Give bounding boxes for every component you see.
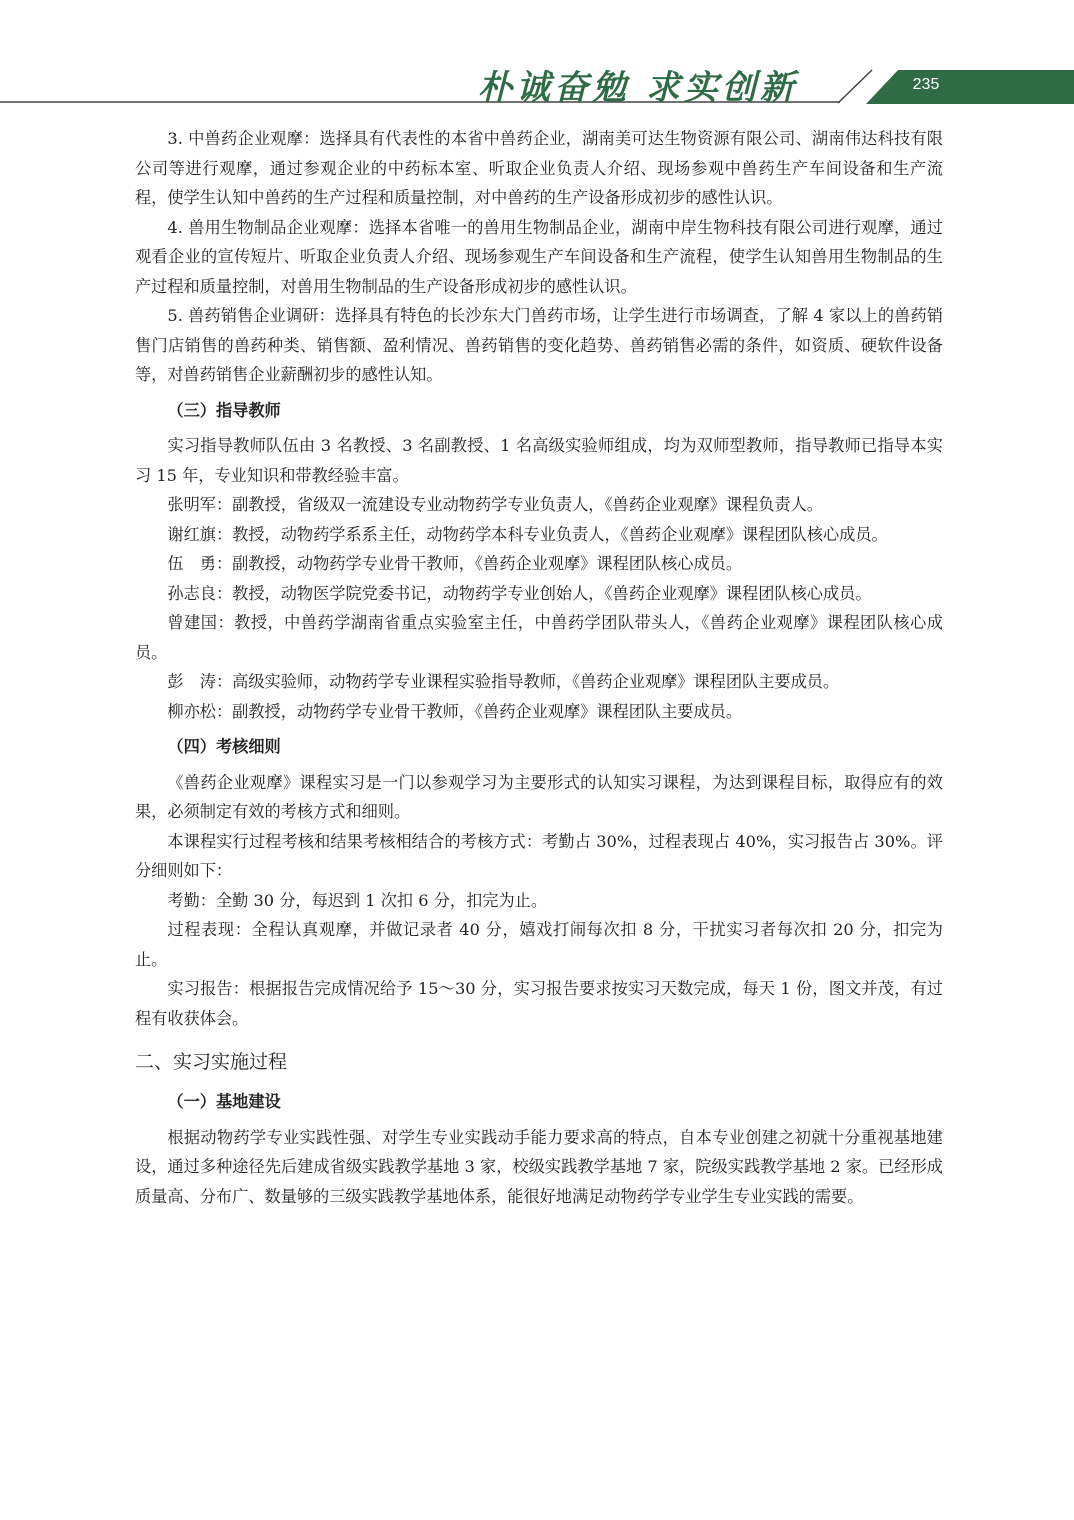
paragraph: 《兽药企业观摩》课程实习是一门以参观学习为主要形式的认知实习课程，为达到课程目标，取得应有的效果，必须制定有效的考核方式和细则。: [135, 772, 943, 821]
paragraph: 曾建国：教授，中兽药学湖南省重点实验室主任，中兽药学团队带头人，《兽药企业观摩》课程团队核心成员。: [135, 613, 943, 662]
paragraph: 过程表现：全程认真观摩，并做记录者 40 分，嬉戏打闹每次扣 8 分，干扰实习者每次扣 20 分，扣完为止。: [135, 920, 943, 969]
paragraph: 实习指导教师队伍由 3 名教授、3 名副教授、1 名高级实验师组成，均为双师型教师，指导教师已指导本实习 15 年，专业知识和带教经验丰富。: [135, 436, 943, 485]
header-motto: 朴诚奋勉 求实创新: [478, 68, 798, 108]
subsection-heading: （四）考核细则: [167, 737, 281, 756]
paragraph: 本课程实行过程考核和结果考核相结合的考核方式：考勤占 30%，过程表现占 40%，实习报告占 30%。评分细则如下：: [135, 831, 943, 880]
paragraph: 5. 兽药销售企业调研：选择具有特色的长沙东大门兽药市场，让学生进行市场调查，了解 4 家以上的兽药销售门店销售的兽药种类、销售额、盈利情况、兽药销售的变化趋势、兽药销售必需的条件，如资质、硬软件设备等，对兽药销售企业薪酬初步的感性认知。: [135, 306, 943, 384]
subsection-heading: （三）指导教师: [167, 400, 281, 420]
page-number: 235: [912, 76, 940, 93]
paragraph: 彭 涛：高级实验师，动物药学专业课程实验指导教师，《兽药企业观摩》课程团队主要成员。: [167, 672, 840, 691]
paragraph: 伍 勇：副教授，动物药学专业骨干教师，《兽药企业观摩》课程团队核心成员。: [167, 554, 743, 573]
subsection-heading: （一）基地建设: [167, 1092, 281, 1111]
paragraph: 柳亦松：副教授，动物药学专业骨干教师，《兽药企业观摩》课程团队主要成员。: [167, 701, 743, 721]
paragraph: 孙志良：教授，动物医学院党委书记，动物药学专业创始人，《兽药企业观摩》课程团队核心成员。: [167, 583, 872, 603]
section-heading: 二、实习实施过程: [135, 1051, 288, 1073]
paragraph: 谢红旗：教授，动物药学系系主任，动物药学本科专业负责人，《兽药企业观摩》课程团队核心成员。: [167, 524, 888, 544]
paragraph: 张明军：副教授，省级双一流建设专业动物药学专业负责人，《兽药企业观摩》课程负责人。: [167, 495, 823, 514]
paragraph: 4. 兽用生物制品企业观摩：选择本省唯一的兽用生物制品企业，湖南中岸生物科技有限公司进行观摩，通过观看企业的宣传短片、听取企业负责人介绍、现场参观生产车间设备和生产流程，使学生认知兽用生物制品的生产过程和质量控制，对兽用生物制品的生产设备形成初步的感性认识。: [135, 217, 943, 296]
paragraph: 实习报告：根据报告完成情况给予 15～30 分，实习报告要求按实习天数完成，每天 1 份，图文并茂，有过程有收获体会。: [135, 979, 943, 1028]
page-header: [0, 0, 1074, 110]
document-body: [135, 124, 943, 1211]
paragraph: 3. 中兽药企业观摩：选择具有代表性的本省中兽药企业，湖南美可达生物资源有限公司、湖南伟达科技有限公司等进行观摩，通过参观企业的中药标本室、听取企业负责人介绍、现场参观中兽药生产车间设备和生产流程，使学生认知中兽药的生产过程和质量控制，对中兽药的生产设备形成初步的感性认识。: [135, 129, 943, 207]
paragraph: 根据动物药学专业实践性强、对学生专业实践动手能力要求高的特点，自本专业创建之初就十分重视基地建设，通过多种途径先后建成省级实践教学基地 3 家，校级实践教学基地 7 家，院级实践教学基地 2 家。已经形成质量高、分布广、数量够的三级实践教学基地体系，能很好地满足动物药学专业学生专业实践的需要。: [135, 1127, 943, 1206]
paragraph: 考勤：全勤 30 分，每迟到 1 次扣 6 分，扣完为止。: [167, 890, 548, 910]
